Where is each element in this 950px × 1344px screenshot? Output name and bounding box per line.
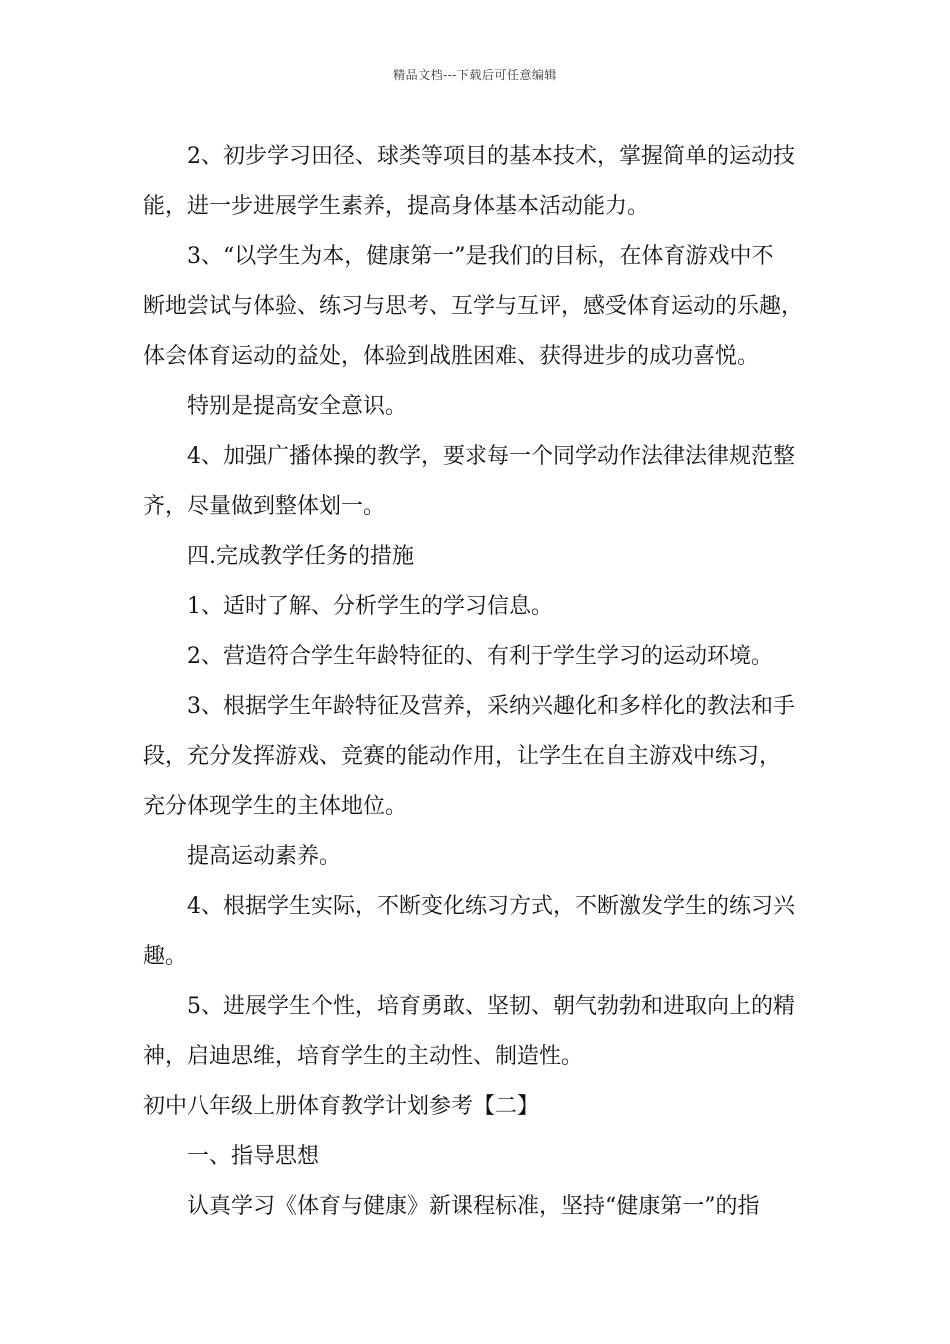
paragraph-line: 4、根据学生实际，不断变化练习方式，不断激发学生的练习兴 bbox=[187, 894, 795, 919]
paragraph-line: 2、初步学习田径、球类等项目的基本技术，掌握简单的运动技 bbox=[187, 144, 795, 169]
paragraph-line: 断地尝试与体验、练习与思考、互学与互评，感受体育运动的乐趣， bbox=[143, 294, 804, 319]
paragraph-line: 体会体育运动的益处，体验到战胜困难、获得进步的成功喜悦。 bbox=[143, 344, 760, 369]
document-body bbox=[143, 132, 807, 1232]
paragraph-line: 齐，尽量做到整体划一。 bbox=[143, 494, 386, 519]
paragraph-line: 3、“以学生为本，健康第一”是我们的目标，在体育游戏中不 bbox=[187, 244, 774, 269]
paragraph-line: 神，启迪思维，培育学生的主动性、制造性。 bbox=[143, 1044, 584, 1069]
document-title: 初中八年级上册体育教学计划参考【二】 bbox=[143, 1094, 540, 1119]
page-header: 精品文档---下载后可任意编辑 bbox=[393, 68, 557, 82]
paragraph-line: 特别是提高安全意识。 bbox=[187, 394, 408, 419]
paragraph-line: 3、根据学生年龄特征及营养，采纳兴趣化和多样化的教法和手 bbox=[187, 694, 795, 719]
paragraph-line: 能，进一步进展学生素养，提高身体基本活动能力。 bbox=[143, 194, 650, 219]
paragraph-line: 认真学习《体育与健康》新课程标准，坚持“健康第一”的指 bbox=[187, 1194, 760, 1219]
paragraph-line: 4、加强广播体操的教学，要求每一个同学动作法律法律规范整 bbox=[187, 444, 795, 469]
section-heading: 四.完成教学任务的措施 bbox=[187, 544, 414, 569]
paragraph-line: 充分体现学生的主体地位。 bbox=[143, 794, 408, 819]
paragraph-line: 趣。 bbox=[143, 944, 188, 969]
paragraph-line: 5、进展学生个性，培育勇敢、坚韧、朝气勃勃和进取向上的精 bbox=[187, 994, 795, 1019]
section-heading: 一、指导思想 bbox=[187, 1144, 320, 1169]
paragraph-line: 2、营造符合学生年龄特征的、有利于学生学习的运动环境。 bbox=[187, 644, 773, 669]
paragraph-line: 1、适时了解、分析学生的学习信息。 bbox=[187, 594, 553, 619]
paragraph-line: 提高运动素养。 bbox=[187, 844, 342, 869]
paragraph-line: 段，充分发挥游戏、竞赛的能动作用，让学生在自主游戏中练习， bbox=[143, 744, 782, 769]
